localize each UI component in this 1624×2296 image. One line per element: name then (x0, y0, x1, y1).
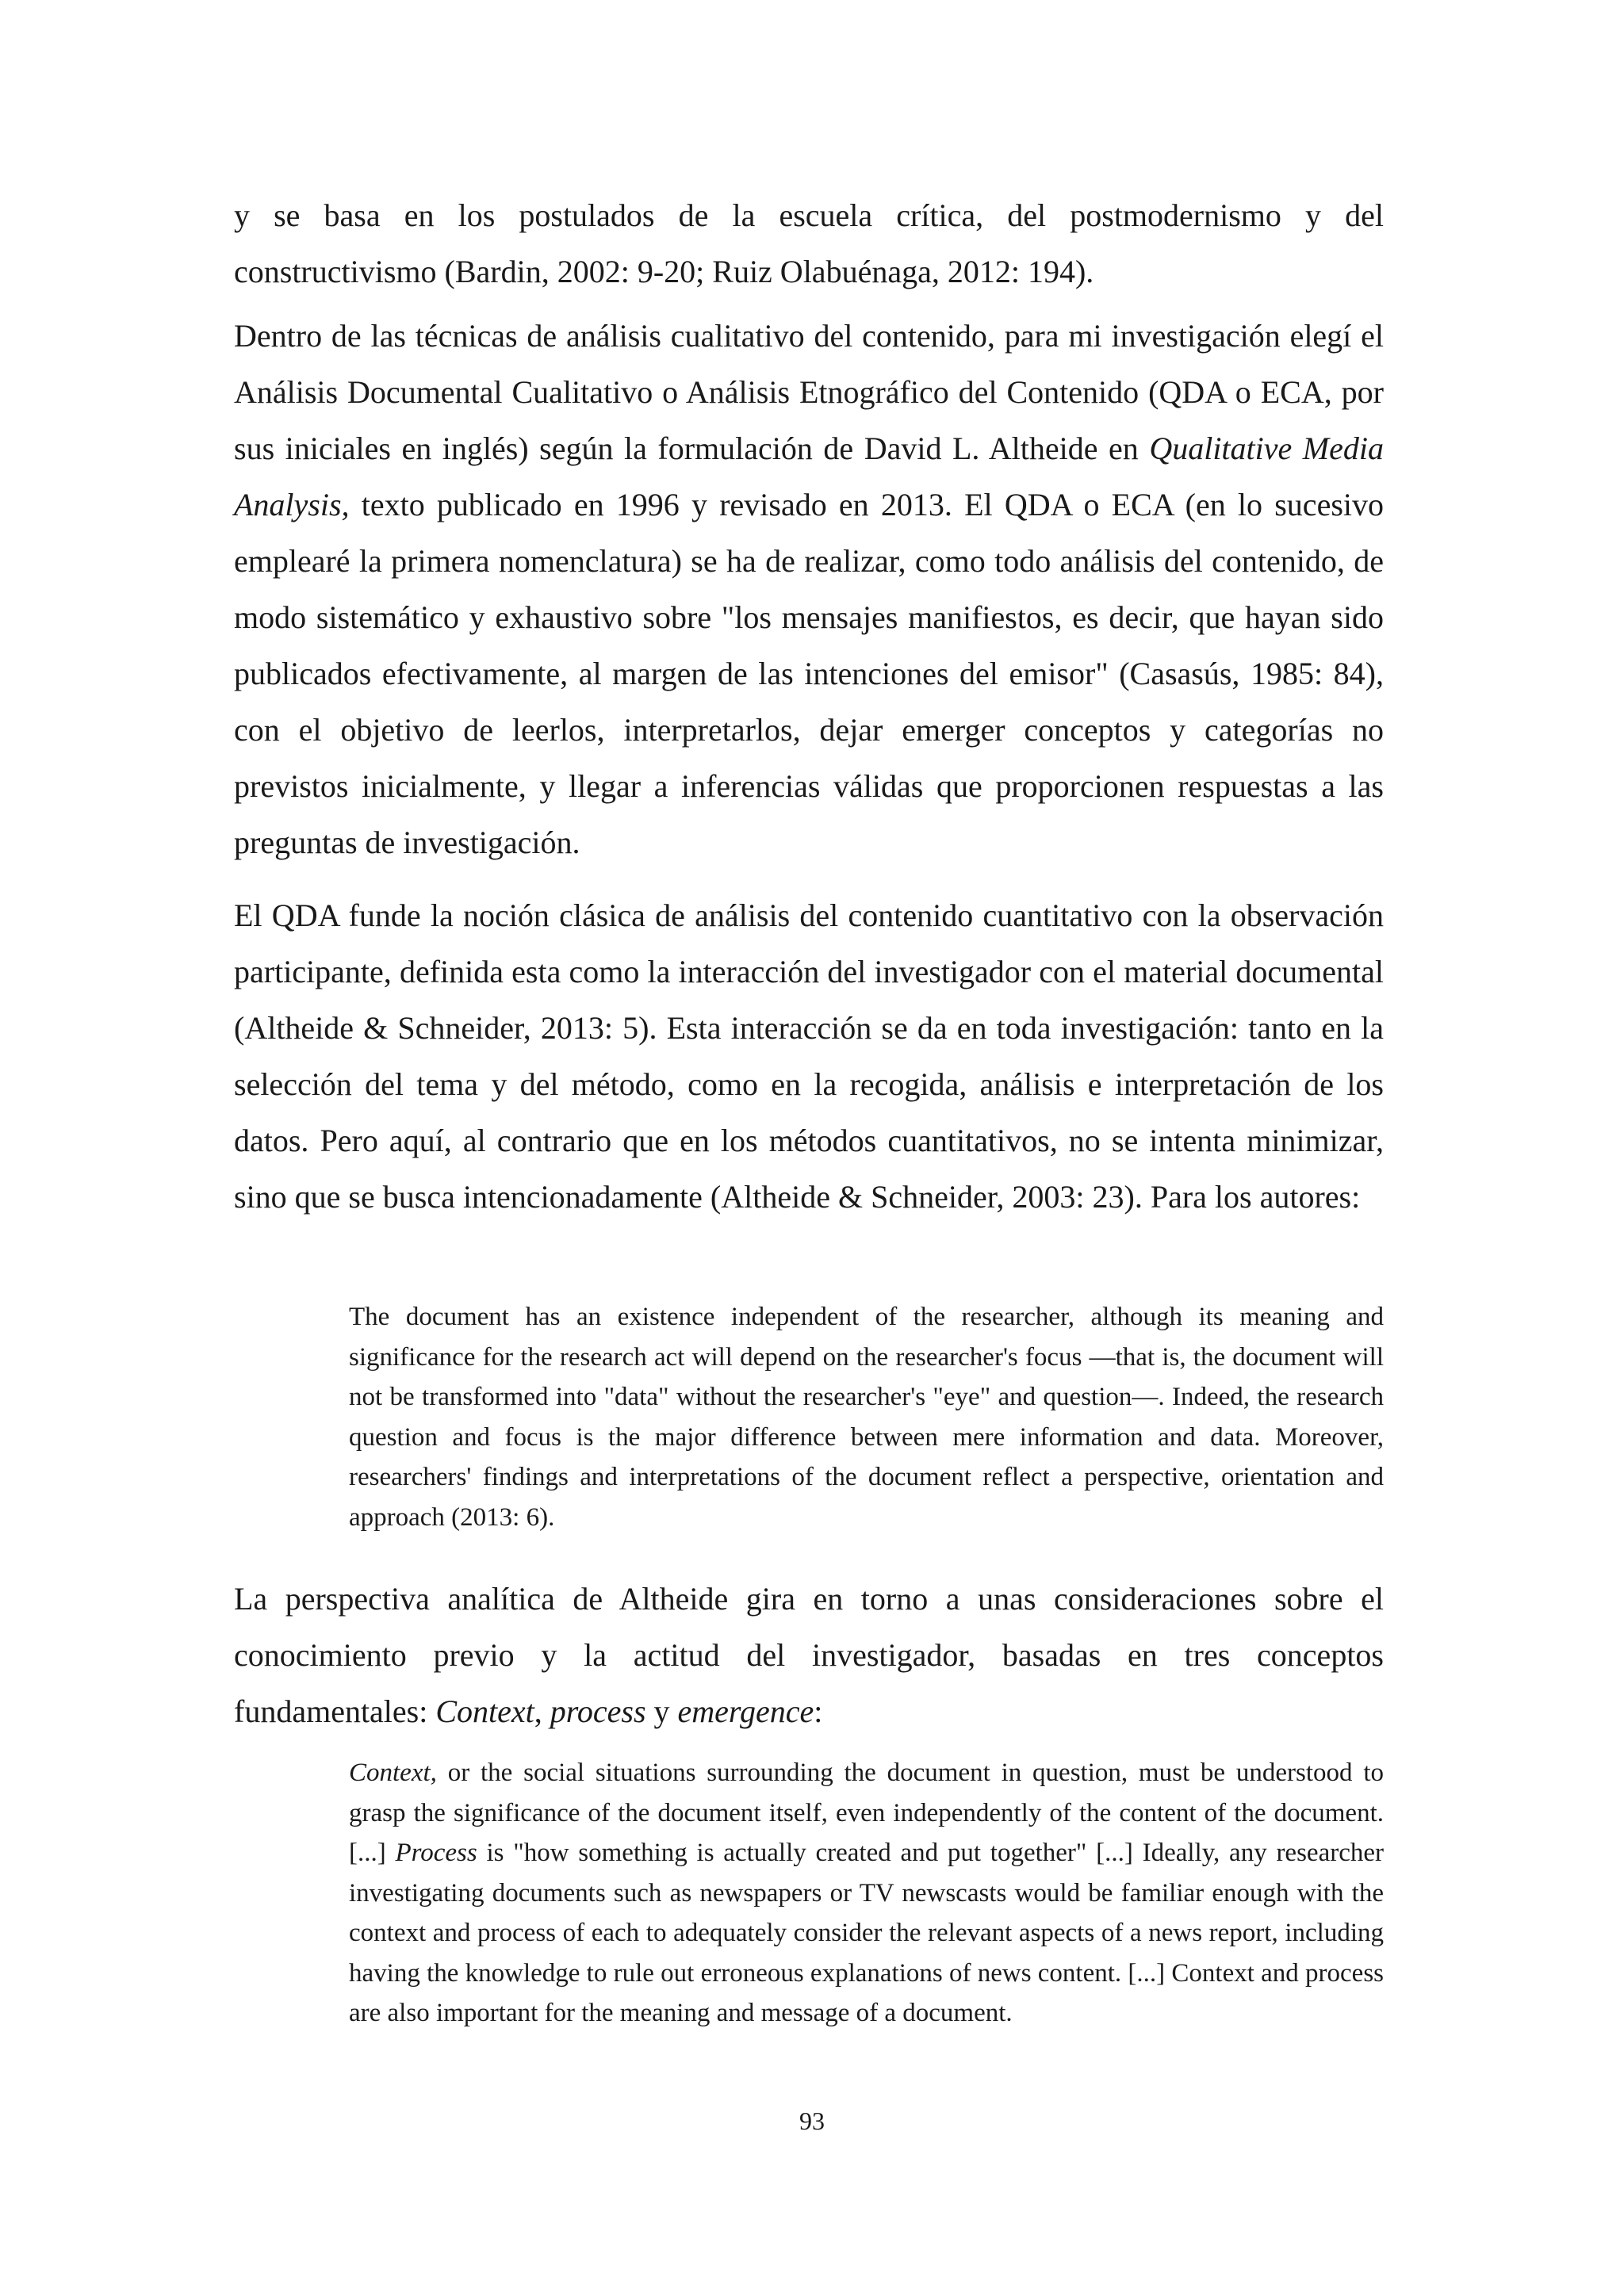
quote-text: is "how something is actually created and put together" [...] Ideally, any researcher investigating documents such as newspapers or TV newscasts would be familiar enough with the context and process of each to adequately consider the relevant aspects of a news report, including having the knowledge to rule out erroneous explanations of news content. [...] Context and process are also important for the meaning and message of a document. (349, 1839, 1384, 2027)
book-title: Qualitative Media Analysis, (234, 430, 1384, 522)
term-emergence: emergence (677, 1693, 814, 1729)
separator: , (534, 1693, 550, 1729)
paragraph-intro-continuation: y se basa en los postulados de la escuela crítica, del postmodernismo y del constructivismo (Bardin, 2002: 9-20; Ruiz Olabuénaga, 2012: 194). (234, 197, 1384, 289)
paragraph-altheide-perspective (234, 1571, 1384, 1739)
term-context: Context (435, 1693, 534, 1729)
quote-text: or the social situations surrounding the document in question, must be understood to grasp the significance of the document itself, even independently of the content of the document. [...] (349, 1758, 1384, 1867)
paragraph-text: texto publicado en 1996 y revisado en 2013. El QDA o ECA (en lo sucesivo emplearé la primera nomenclatura) se ha de realizar, como todo análisis del contenido, de modo sistemático y exhaustivo sobre "los mensajes manifiestos, es decir, que hayan sido publicados efectivamente, al margen de las intenciones del emisor" (Casasús, 1985: 84), con el objetivo de leerlos, interpretarlos, dejar emerger conceptos y categorías no previstos inicialmente, y llegar a inferencias válidas que proporcionen respuestas a las preguntas de investigación. (234, 487, 1384, 860)
paragraph-text: Dentro de las técnicas de análisis cualitativo del contenido, para mi investigación elegí el Análisis Documental Cualitativo o Análisis Etnográfico del Contenido (QDA o ECA, por sus iniciales en inglés) según la formulación de David L. Altheide en (234, 318, 1384, 466)
block-quote-document: The document has an existence independent of the researcher, although its meaning and significance for the research act will depend on the researcher's focus —that is, the document will not be transformed into "data" without the researcher's "eye" and question—. Indeed, the research question and focus is the major difference between mere information and data. Moreover, researchers' findings and interpretations of the document reflect a perspective, orientation and approach (2013: 6). (349, 1303, 1384, 1532)
paragraph-qda-observation: El QDA funde la noción clásica de análisis del contenido cuantitativo con la observación participante, definida esta como la interacción del investigador con el material documental (Altheide & Schneider, 2013: 5). Esta interacción se da en toda investigación: tanto en la selección del tema y del método, como en la recogida, análisis e interpretación de los datos. Pero aquí, al contrario que en los métodos cuantitativos, no se intenta minimizar, sino que se busca intencionadamente (Altheide & Schneider, 2003: 23). Para los autores: (234, 897, 1384, 1215)
block-quote-context-process (349, 1753, 1384, 2034)
term-process: Process (395, 1839, 477, 1867)
punctuation: : (814, 1693, 823, 1729)
paragraph-qda-selection (234, 308, 1384, 871)
term-context: Context, (349, 1758, 437, 1787)
paragraph-text: La perspectiva analítica de Altheide gira en torno a unas consideraciones sobre el conocimiento previo y la actitud del investigador, basadas en tres conceptos fundamentales: (234, 1581, 1384, 1729)
separator: y (645, 1693, 678, 1729)
term-process: process (550, 1693, 646, 1729)
page-number: 93 (799, 2107, 825, 2135)
